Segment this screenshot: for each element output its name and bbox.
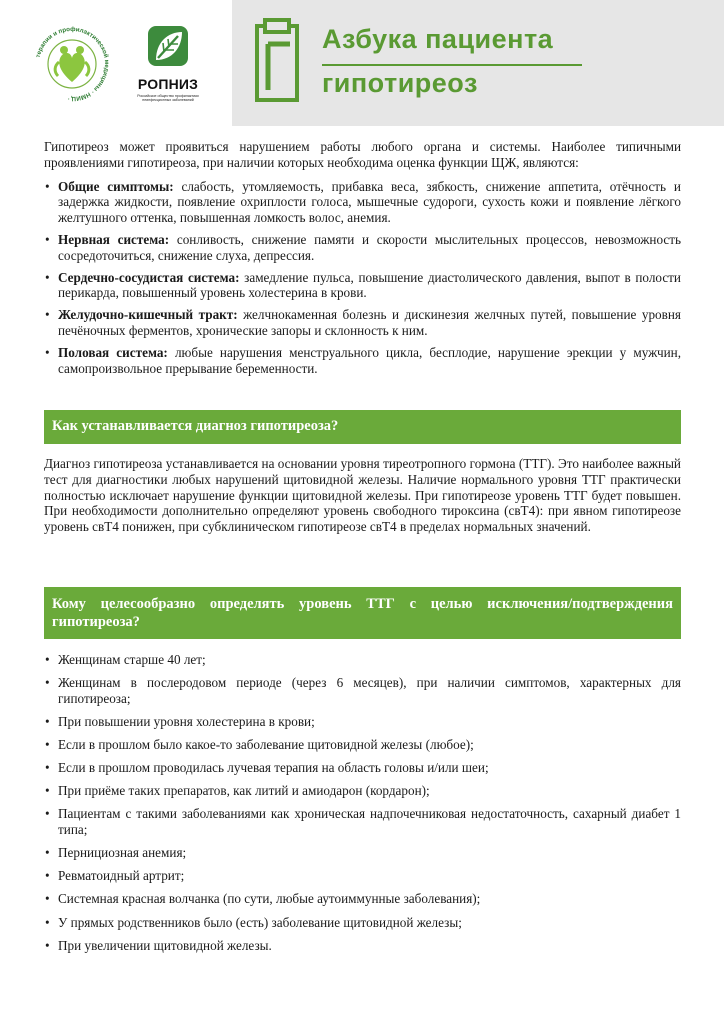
list-item	[44, 652, 681, 668]
list-item-text: У прямых родственников было (есть) заболевание щитовидной железы;	[58, 914, 462, 930]
symptom-text: замедление пульса, повышение диастолического давления, выпот в полости перикарда, повышенный уровень холестерина в крови.	[58, 269, 681, 301]
logos-area	[0, 0, 232, 126]
ropniz-logo	[128, 24, 208, 106]
diagnosis-heading: Как устанавливается диагноз гипотиреоза?	[44, 410, 681, 444]
symptom-text: сонливость, снижение памяти и скорости мыслительных процессов, невозможность сосредоточиться, снижение слуха, депрессия.	[58, 231, 681, 263]
title-line-2: гипотиреоз	[322, 68, 478, 98]
bullet: •	[45, 269, 50, 285]
list-item	[44, 868, 681, 884]
list-item-text: Женщинам старше 40 лет;	[58, 652, 206, 667]
bullet: •	[45, 868, 50, 884]
ropniz-subtitle: Российское общество профилактики неинфекционных заболеваний	[137, 94, 199, 103]
leaf-icon	[146, 24, 190, 68]
bullet: •	[45, 307, 50, 323]
bullet: •	[45, 231, 50, 247]
list-item-text: Пациентам с такими заболеваниями как хроническая надпочечниковая недостаточность, сахарный диабет 1 типа;	[58, 806, 681, 838]
list-item	[44, 675, 681, 707]
symptom-text: любые нарушения менструального цикла, бесплодие, нарушение эрекции у мужчин, самопроизвольное прерывание беременности.	[58, 344, 681, 376]
list-item	[44, 783, 681, 799]
list-item-text: При приёме таких препаратов, как литий и амиодарон (кордарон);	[58, 783, 430, 799]
list-item-text: Женщинам в послеродовом периоде (через 6 месяцев), при наличии симптомов, характерных для гипотиреоза;	[58, 675, 681, 706]
list-item	[44, 806, 681, 838]
who-heading: Кому целесообразно определять уровень ТТГ с целью исключения/подтверждения гипотиреоза?	[44, 587, 681, 639]
bullet: •	[45, 845, 50, 861]
bullet: •	[45, 737, 50, 753]
page-header	[0, 0, 724, 126]
symptom-term: Сердечно-сосудистая система:	[58, 269, 240, 285]
symptom-item	[44, 270, 681, 302]
list-item-text: При повышении уровня холестерина в крови;	[58, 713, 315, 729]
list-item-text: Системная красная волчанка (по сути, любые аутоиммунные заболевания);	[58, 891, 481, 907]
bullet: •	[45, 937, 50, 953]
bullet: •	[45, 760, 50, 776]
who-list	[44, 652, 681, 961]
intro-paragraph: Гипотиреоз может проявиться нарушением работы любого органа и системы. Наиболее типичными проявлениями гипотиреоза, при наличии которых необходима оценка функции ЩЖ, являются:	[44, 139, 681, 170]
list-item	[44, 891, 681, 907]
list-item	[44, 845, 681, 861]
diagnosis-paragraph: Диагноз гипотиреоза устанавливается на основании уровня тиреотропного гормона (ТТГ). Это наиболее важный тест для диагностики любых нарушений щитовидной железы. Наличие нормального уровня ТТГ практически полностью исключает нарушение функции щитовидной железы. При гипотиреозе уровень ТТГ будет повышен. При необходимости дополнительно определяют уровень свободного тироксина (свТ4): при явном гипотиреозе уровень свТ4 понижен, при субклиническом гипотиреозе свТ4 в пределах нормальных значений.	[44, 456, 681, 535]
symptom-term: Нервная система:	[58, 231, 170, 247]
intro-section	[44, 139, 681, 382]
list-item-text: Пернициозная анемия;	[58, 845, 187, 861]
symptom-item	[44, 307, 681, 339]
bullet: •	[45, 891, 50, 907]
symptom-text: желчнокаменная болезнь и дискинезия желчных путей, повышение уровня печёночных ферментов, хронические запоры и склонность к ним.	[58, 307, 681, 338]
ropniz-name: РОПНИЗ	[137, 76, 199, 92]
bullet: •	[45, 178, 50, 194]
nmic-logo	[30, 22, 114, 106]
list-item-text: При увеличении щитовидной железы.	[58, 937, 272, 953]
symptom-list	[44, 179, 681, 377]
clipboard-icon	[254, 18, 300, 102]
list-item-text: Если в прошлом проводилась лучевая терапия на область головы и/или шеи;	[58, 760, 489, 776]
bullet: •	[45, 806, 50, 822]
symptom-term: Желудочно-кишечный тракт:	[58, 307, 238, 323]
symptom-item	[44, 232, 681, 264]
list-item-text: Если в прошлом было какое-то заболевание щитовидной железы (любое);	[58, 737, 474, 753]
title-divider	[322, 64, 582, 66]
list-item	[44, 938, 681, 954]
list-item	[44, 737, 681, 753]
list-item	[44, 760, 681, 776]
bullet: •	[45, 344, 50, 360]
list-item-text: Ревматоидный артрит;	[58, 868, 185, 884]
title-panel	[232, 0, 724, 126]
title-line-1: Азбука пациента	[322, 24, 554, 54]
svg-text:терапии и профилактической мед: терапии и профилактической медицины · НМИЦ ·	[34, 25, 111, 103]
list-item	[44, 915, 681, 931]
symptom-term: Половая система:	[58, 344, 168, 360]
symptom-term: Общие симптомы:	[58, 178, 174, 194]
bullet: •	[45, 914, 50, 930]
bullet: •	[45, 713, 50, 729]
symptom-text: слабость, утомляемость, прибавка веса, зябкость, снижение аппетита, отёчность и задержка жидкости, появление охриплости голоса, мышечные судороги, сухость кожи и появление лёгкого желтушного оттенка, повышенная ломкость волос, анемия.	[58, 178, 681, 226]
bullet: •	[45, 652, 50, 667]
list-item	[44, 714, 681, 730]
bullet: •	[45, 675, 50, 691]
bullet: •	[45, 783, 50, 799]
symptom-item	[44, 345, 681, 377]
symptom-item	[44, 179, 681, 226]
